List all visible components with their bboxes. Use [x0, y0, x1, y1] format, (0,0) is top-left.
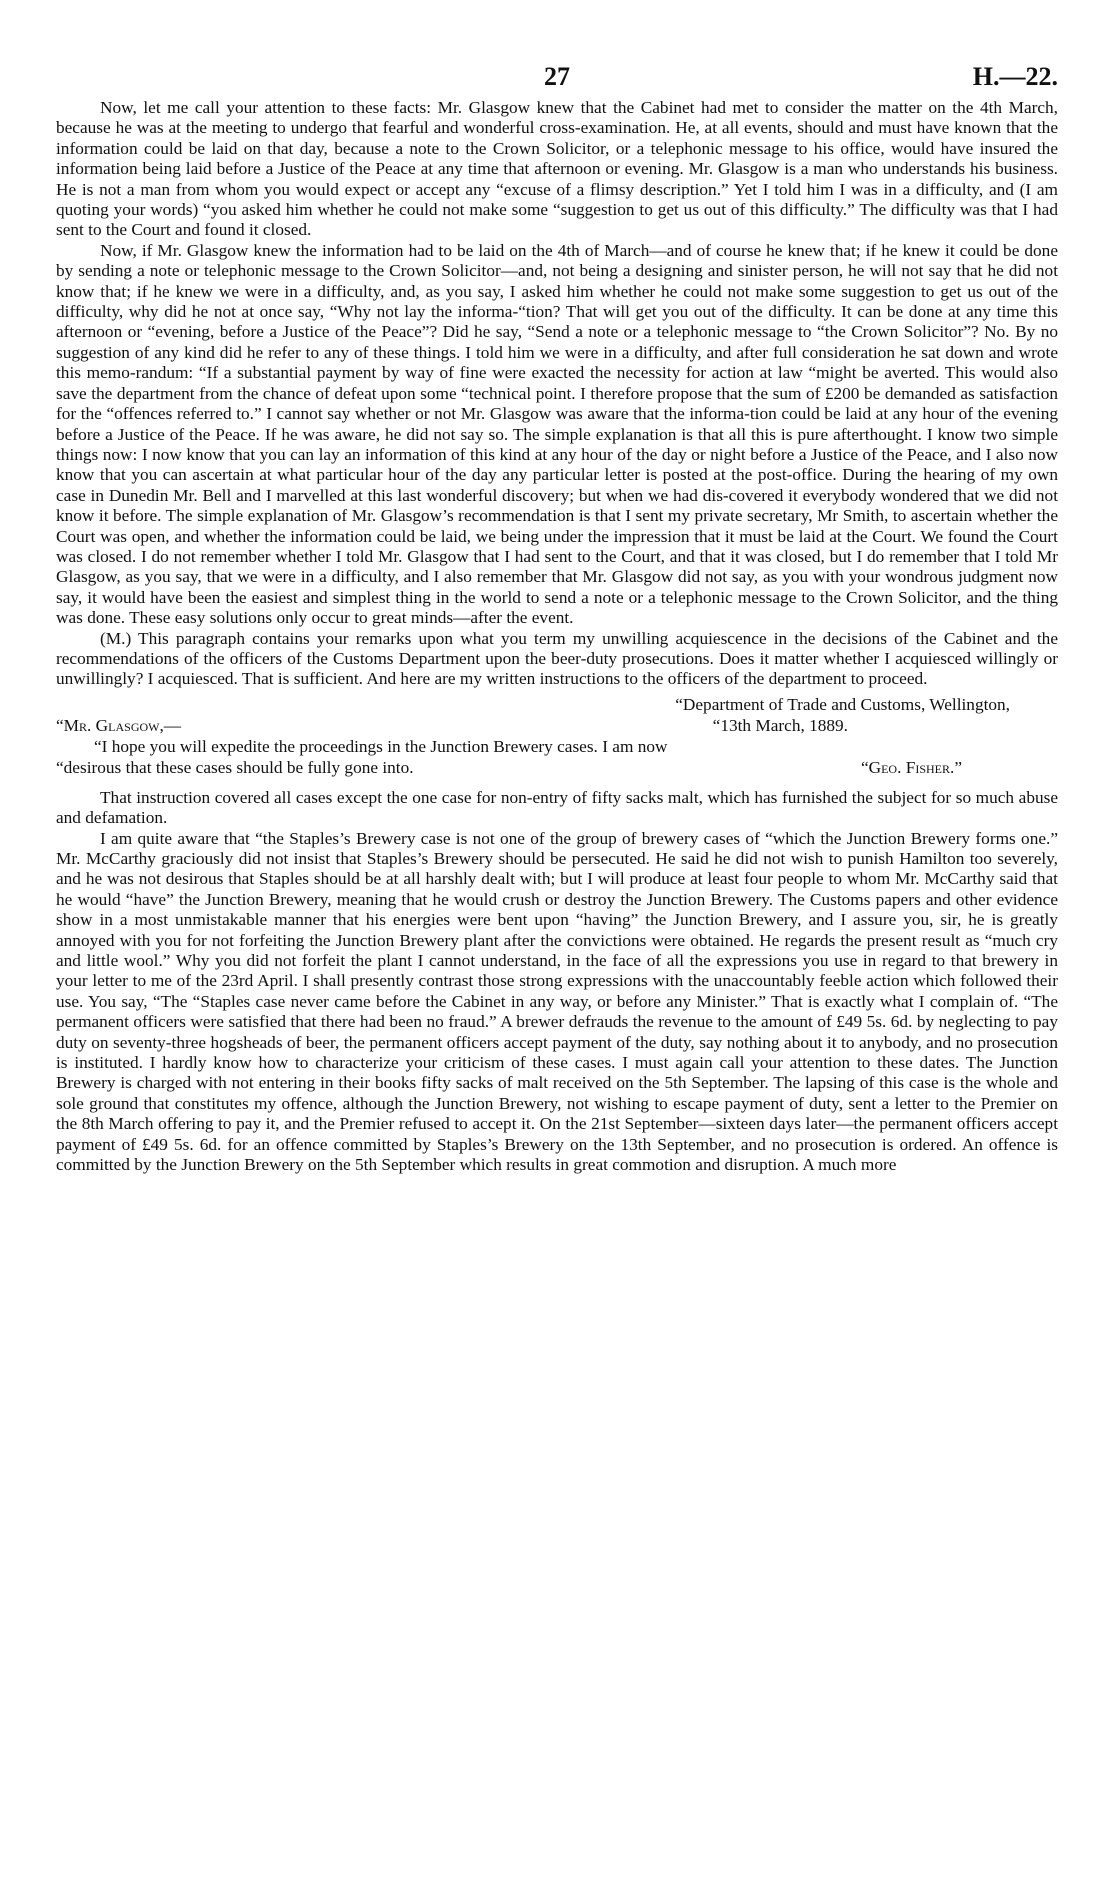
letter-salutation: “Mr. Glasgow,— — [56, 715, 182, 735]
quoted-letter — [56, 694, 1058, 778]
letter-body-line: “desirous that these cases should be fully gone into. — [56, 757, 414, 777]
letter-date: “13th March, 1889. — [712, 715, 848, 735]
paragraph: Now, let me call your attention to these facts: Mr. Glasgow knew that the Cabinet had met to consider the matter on the 4th March, because he was at the meeting to undergo that fearful and wonderful cross-examination. He, at all events, should and must have known that the information could be laid on that day, because a note to the Crown Solicitor, or a telephonic message to his office, would have insured the information being laid before a Justice of the Peace at any time that afternoon or evening. Mr. Glasgow is a man who understands his business. He is not a man from whom you would expect or accept any “excuse of a flimsy description.” Yet I told him I was in a difficulty, and (I am quoting your words) “you asked him whether he could not make some “suggestion to get us out of this difficulty.” The difficulty was that I had sent to the Court and found it closed. — [56, 98, 1058, 240]
document-reference: H.—22. — [972, 62, 1058, 91]
page-number: 27 — [544, 62, 570, 91]
paragraph: I am quite aware that “the Staples’s Brewery case is not one of the group of brewery cases of “which the Junction Brewery forms one.” Mr. McCarthy graciously did not insist that Staples’s Brewery should be persecuted. He said he did not wish to punish Hamilton too severely, and he was not desirous that Staples should be at all harshly dealt with; but I will produce at least four people to whom Mr. McCarthy said that he would “have” the Junction Brewery, meaning that he would crush or destroy the Junction Brewery. The Customs papers and other evidence show in a most unmistakable manner that his energies were bent upon “having” the Junction Brewery, and I assure you, sir, he is greatly annoyed with you for not forfeiting the Junction Brewery plant after the convictions were obtained. He regards the present result as “much cry and little wool.” Why you did not forfeit the plant I cannot understand, in the face of all the expressions you use in regard to that brewery in your letter to me of the 23rd April. I shall presently contrast those strong expressions with the unaccountably feeble action which followed their use. You say, “The “Staples case never came before the Cabinet in any way, or before any Minister.” That is exactly what I complain of. “The permanent officers were satisfied that there had been no fraud.” A brewer defrauds the revenue to the amount of £49 5s. 6d. by neglecting to pay duty on seventy-three hogsheads of beer, the permanent officers accept payment of the duty, say nothing about it to anybody, and no prosecution is instituted. I hardly know how to characterize your criticism of these cases. I must again call your attention to these dates. The Junction Brewery is charged with not entering in their books fifty sacks of malt received on the 5th September. The lapsing of this case is the whole and sole ground that constitutes my offence, although the Junction Brewery, not wishing to escape payment of duty, sent a letter to the Premier on the 8th March offering to pay it, and the Premier refused to accept it. On the 21st September—sixteen days later—the permanent officers accept payment of £49 5s. 6d. for an offence committed by Staples’s Brewery on the 13th September, and no prosecution is ordered. An offence is committed by the Junction Brewery on the 5th September which results in great commotion and disruption. A much more — [56, 828, 1058, 1175]
letter-department: “Department of Trade and Customs, Wellington, — [675, 694, 1010, 714]
page-header — [56, 58, 1058, 98]
letter-signature: “Geo. Fisher.” — [860, 757, 962, 777]
paragraph: (M.) This paragraph contains your remarks upon what you term my unwilling acquiescence in the decisions of the Cabinet and the recommendations of the officers of the Customs Department upon the beer-duty prosecutions. Does it matter whether I acquiesced willingly or unwillingly? I acquiesced. That is sufficient. And here are my written instructions to the officers of the department to proceed. — [56, 628, 1058, 689]
document-body — [56, 98, 1058, 1176]
letter-closing-row — [56, 757, 1058, 778]
paragraph: Now, if Mr. Glasgow knew the information had to be laid on the 4th of March—and of course he knew that; if he knew it could be done by sending a note or telephonic message to the Crown Solicitor—and, not being a designing and sinister person, he will not say that he did not know that; if he knew we were in a difficulty, and, as you say, I asked him whether he could not make some suggestion to get us out of the difficulty, why did he not at once say, “Why not lay the informa-“tion? That will get you out of the difficulty. It can be done at any time this afternoon or “evening, before a Justice of the Peace”? Did he say, “Send a note or a telephonic message to “the Crown Solicitor”? No. By no suggestion of any kind did he refer to any of these things. I told him we were in a difficulty, and after full consideration he sat down and wrote this memo-randum: “If a substantial payment by way of fine were exacted the necessity for action at law “might be averted. This would also save the department from the chance of defeat upon some “technical point. I therefore propose that the sum of £200 be demanded as satisfaction for the “offences referred to.” I cannot say whether or not Mr. Glasgow was aware that the informa-tion could be laid at any hour of the evening before a Justice of the Peace. If he was aware, he did not say so. The simple explanation is that all this is pure afterthought. I know two simple things now: I now know that you can lay an information of this kind at any hour of the day or night before a Justice of the Peace, and I also now know that you can ascertain at what particular hour of the day any particular letter is posted at the post-office. During the hearing of my own case in Dunedin Mr. Bell and I marvelled at this last wonderful discovery; but when we had dis-covered it everybody wondered that we did not know it before. The simple explanation of Mr. Glasgow’s recommendation is that I sent my private secretary, Mr Smith, to ascertain whether the Court was open, and whether the information could be laid, we being under the impression that it must be laid at the Court. We found the Court was closed. I do not remember whether I told Mr. Glasgow that I had sent to the Court, and that it was closed, but I do remember that I told Mr Glasgow, as you say, that we were in a difficulty, and I also remember that Mr. Glasgow did not say, as you with your wondrous judgment now say, it would have been the easiest and simplest thing in the world to send a note or a telephonic message to the Crown Solicitor, and the thing was done. These easy solutions only occur to great minds—after the event. — [56, 240, 1058, 628]
letter-body-line: “I hope you will expedite the proceedings in the Junction Brewery cases. I am now — [94, 736, 668, 756]
paragraph: That instruction covered all cases except the one case for non-entry of fifty sacks malt, which has furnished the subject for so much abuse and defamation. — [56, 787, 1058, 828]
letter-salutation-row — [56, 715, 1058, 736]
